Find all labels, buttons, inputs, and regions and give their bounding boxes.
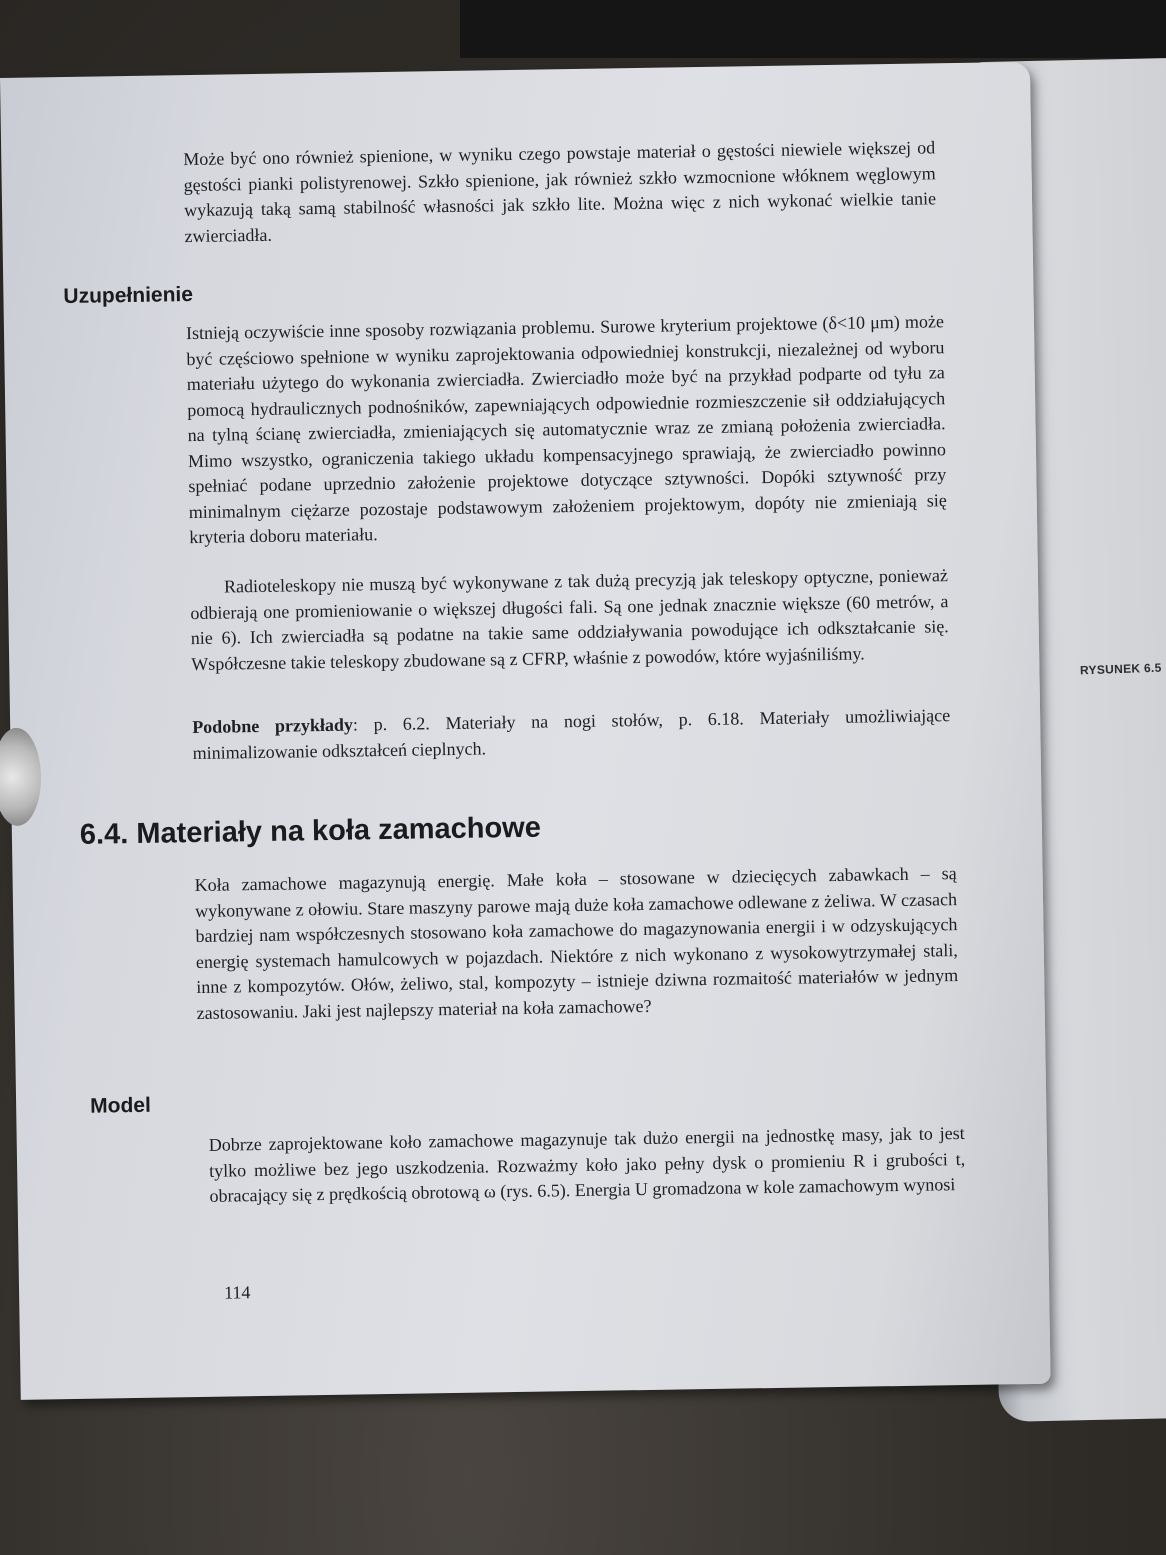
supplement-paragraph-1 [186,309,948,550]
section-intro-text: Koła zamachowe magazynują energię. Małe koła – stosowane w dziecięcych zabawkach – są wykonywane z ołowiu. Stare maszyny parowe mają duże koła zamachowe odlewane z żeliwa. W czasach bardziej nam współczesnych stosowano koła zamachowe do magazynowania energii i w odzyskujących energię systemach hamulcowych w pojazdach. Niektóre z nich wykonano z wysokowytrzymałej stali, inne z kompozytów. Ołów, żeliwo, stal, kompozyty – istnieje dziwna rozmaitość materiałów w jednym zastosowaniu. Jaki jest najlepszy materiał na koła zamachowe? [194,863,959,1023]
model-paragraph [209,1121,966,1209]
model-heading: Model [89,1093,152,1118]
supplement-paragraph-2 [190,563,950,677]
model-text: Dobrze zaprojektowane koło zamachowe magazynuje tak dużo energii na jednostkę masy, jak to jest tylko możliwe bez jego uszkodzenia. Rozważmy koło jako pełny dysk o promieniu R i grubości t, obracający się z prędkością obrotową ω (rys. 6.5). Energia U gromadzona w kole zamachowym wynosi [208,1122,966,1206]
supplement-text-2: Radioteleskopy nie muszą być wykonywane z tak dużą precyzją jak teleskopy optyczne, ponieważ odbierają one promieniowanie o większej długości fali. Są one jednak znacznie większe (60 metrów, a nie 6). Ich zwierciadła są podatne na takie same oddziaływania powodujące ich odkształcanie się. Współczesne takie teleskopy zbudowane są z CFRP, właśnie z powodów, które wyjaśniliśmy. [190,565,949,674]
similar-examples-label: Podobne przykłady [192,714,354,738]
dark-object [460,0,1166,58]
supplement-heading: Uzupełnienie [63,282,194,309]
book-page [0,62,1051,1400]
binder-ring [0,727,42,826]
supplement-text-1: Istnieją oczywiście inne sposoby rozwiązania problemu. Surowe kryterium projektowe (δ<10 μm) może być częściowo spełnione w wyniku zaprojektowania odpowiedniej konstrukcji, niezależnej od wyboru materiału użytego do wykonania zwierciadła. Zwierciadło może być na przykład podparte od tyłu za pomocą hydraulicznych podnośników, zapewniających odpowiednie rozmieszczenie sił oddziałujących na tylną ścianę zwierciadła, zmieniających się automatycznie wraz ze zmianą położenia zwierciadła. Mimo wszystko, ograniczenia takiego układu kompensacyjnego sprawiają, że zwierciadło powinno spełniać podane uprzednio założenie projektowe dotyczące sztywności. Dopóki sztywność przy minimalnym ciężarze pozostaje podstawowym założeniem projektowym, dopóty nie zmieniają się kryteria doboru materiału. [185,311,947,548]
similar-examples-text: : p. 6.2. Materiały na nogi stołów, p. 6.18. Materiały umożliwiające minimalizowanie odkształceń cieplnych. [192,705,951,763]
intro-paragraph [183,135,937,249]
page-number: 114 [223,1282,251,1303]
similar-examples [192,703,951,766]
section-intro-paragraph [195,861,959,1026]
section-heading: 6.4. Materiały na koła zamachowe [79,811,542,851]
intro-text: Może być ono również spienione, w wyniku czego powstaje materiał o gęstości niewiele większej od gęstości pianki polistyrenowej. Szkło spienione, jak również szkło wzmocnione włóknem węglowym wykazują taką samą stabilność własności jak szkło lite. Można więc z nich wykonać wielkie tanie zwierciadła. [183,137,937,246]
adjacent-figure-label: RYSUNEK 6.5 [1079,660,1162,678]
